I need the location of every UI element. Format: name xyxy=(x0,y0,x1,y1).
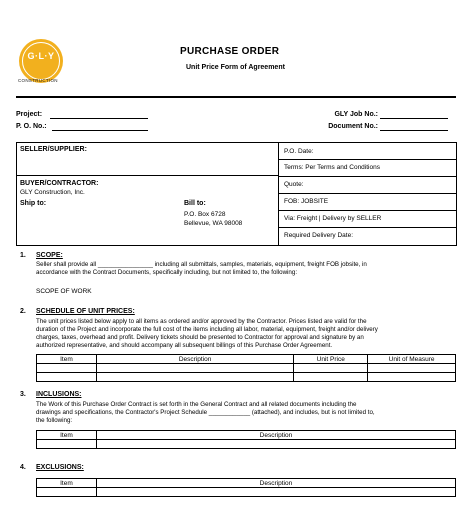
header-divider xyxy=(16,96,456,98)
table-header-row xyxy=(37,431,456,440)
header-item: Item xyxy=(37,479,97,488)
exclusions-number: 4. xyxy=(20,464,26,471)
header-description: Description xyxy=(96,355,294,364)
inclusions-title: INCLUSIONS: xyxy=(36,391,82,398)
table-row[interactable] xyxy=(37,364,456,373)
logo-subtext: CONSTRUCTION xyxy=(18,78,58,83)
quote-cell[interactable]: Quote: xyxy=(284,181,304,188)
scope-title: SCOPE: xyxy=(36,252,63,259)
table-header-row xyxy=(37,355,456,364)
inclusions-number: 3. xyxy=(20,391,26,398)
schedule-text-line1: The unit prices listed below apply to all items as ordered and/or approved by the Contractor. Prices listed are valid for the xyxy=(36,318,367,325)
document-no-label: Document No.: xyxy=(328,123,378,130)
via-cell[interactable]: Via: Freight | Delivery by SELLER xyxy=(284,215,382,222)
fob-cell[interactable]: FOB: JOBSITE xyxy=(284,198,329,205)
ship-to-label: Ship to: xyxy=(20,200,47,207)
project-label: Project: xyxy=(16,111,43,118)
table-header-row xyxy=(37,479,456,488)
bill-to-label: Bill to: xyxy=(184,200,206,207)
document-title: PURCHASE ORDER xyxy=(180,46,280,57)
table-row[interactable] xyxy=(37,440,456,449)
po-no-label: P. O. No.: xyxy=(16,123,47,130)
header-item: Item xyxy=(37,355,97,364)
schedule-title: SCHEDULE OF UNIT PRICES: xyxy=(36,308,135,315)
bill-to-line2: Bellevue, WA 98008 xyxy=(184,220,243,227)
scope-text-line2: accordance with the Contract Documents, specifically including, but not limited to, the following: xyxy=(36,269,298,276)
gly-job-no-label: GLY Job No.: xyxy=(334,111,378,118)
unit-price-table xyxy=(36,354,456,382)
logo-text: G·L·Y xyxy=(27,51,55,61)
po-date-cell[interactable]: P.O. Date: xyxy=(284,148,314,155)
schedule-number: 2. xyxy=(20,308,26,315)
po-no-field[interactable] xyxy=(52,123,148,131)
exclusions-table xyxy=(36,478,456,497)
schedule-text-line2: duration of the Project and incorporate the full cost of the items including all labor, material, equipment, freight and/or delivery xyxy=(36,326,378,333)
document-no-field[interactable] xyxy=(380,123,448,131)
schedule-text-line4: authorized representative, and should accompany all subsequent billings of this Purchase Order Agreement. xyxy=(36,342,333,349)
inclusions-text-line2: drawings and specifications, the Contractor's Project Schedule ____________ (attached), and includes, but is not limited to, xyxy=(36,409,375,416)
header-description: Description xyxy=(96,431,455,440)
table-row[interactable] xyxy=(37,373,456,382)
scope-number: 1. xyxy=(20,252,26,259)
scope-of-work: SCOPE OF WORK xyxy=(36,288,92,295)
header-unit-of-measure: Unit of Measure xyxy=(368,355,456,364)
inclusions-text-line1: The Work of this Purchase Order Contract is set forth in the General Contract and all related documents including the xyxy=(36,401,357,408)
bill-to-line1: P.O. Box 6728 xyxy=(184,211,226,218)
table-row[interactable] xyxy=(37,488,456,497)
exclusions-title: EXCLUSIONS: xyxy=(36,464,84,471)
project-field[interactable] xyxy=(50,111,148,119)
header-item: Item xyxy=(37,431,97,440)
scope-text-line1: Seller shall provide all ________________ including all submittals, samples, materials, equipment, freight FOB jobsite, in xyxy=(36,261,367,268)
terms-cell[interactable]: Terms: Per Terms and Conditions xyxy=(284,164,380,171)
document-subtitle: Unit Price Form of Agreement xyxy=(186,64,285,71)
buyer-label: BUYER/CONTRACTOR: xyxy=(20,180,99,187)
seller-label: SELLER/SUPPLIER: xyxy=(20,146,87,153)
inclusions-table xyxy=(36,430,456,449)
header-unit-price: Unit Price xyxy=(294,355,368,364)
gly-job-no-field[interactable] xyxy=(380,111,448,119)
schedule-text-line3: charges, taxes, overhead and profit. Delivery tickets should be presented to Contractor for approval and signature by an xyxy=(36,334,364,341)
inclusions-text-line3: the following: xyxy=(36,417,73,424)
header-description: Description xyxy=(96,479,455,488)
buyer-name: GLY Construction, Inc. xyxy=(20,189,85,196)
company-logo xyxy=(19,39,63,83)
required-delivery-date-cell[interactable]: Required Delivery Date: xyxy=(284,232,354,239)
